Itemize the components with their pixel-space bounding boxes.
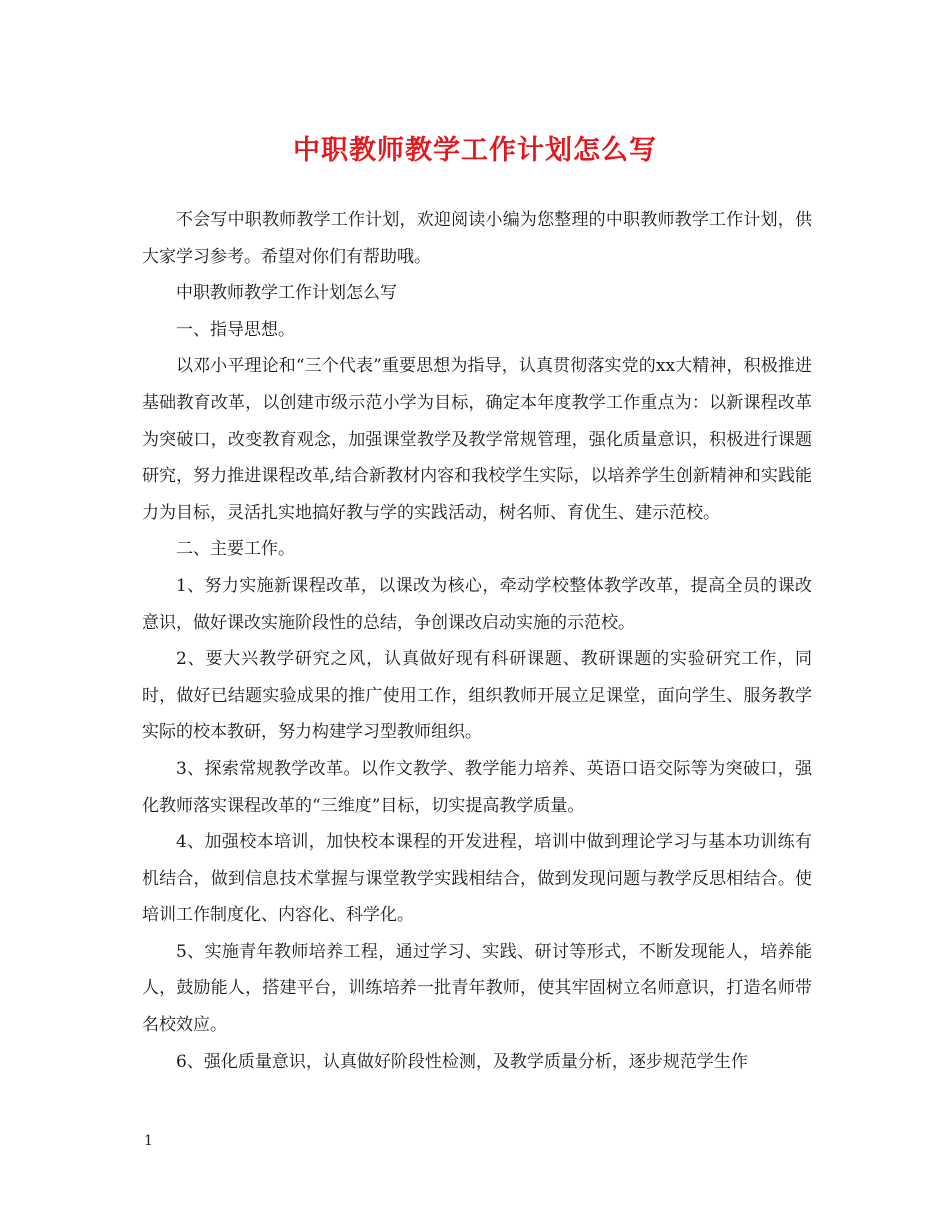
paragraph-item-5: 5、实施青年教师培养工程，通过学习、实践、研讨等形式，不断发现能人，培养能人，鼓励能人，搭建平台，训练培养一批青年教师，使其牢固树立名师意识，打造名师带名校效应。 <box>142 941 812 1036</box>
paragraph-intro: 不会写中职教师教学工作计划，欢迎阅读小编为您整理的中职教师教学工作计划，供大家学习参考。希望对你们有帮助哦。 <box>142 210 812 267</box>
section-heading-guiding-ideology: 一、指导思想。 <box>176 319 295 340</box>
paragraph-subtitle: 中职教师教学工作计划怎么写 <box>176 283 397 304</box>
page-number: 1 <box>144 1133 153 1149</box>
section-heading-main-work: 二、主要工作。 <box>176 539 295 560</box>
document-body <box>142 202 812 1080</box>
paragraph-item-6: 6、强化质量意识，认真做好阶段性检测，及教学质量分析，逐步规范学生作 <box>176 1051 748 1072</box>
paragraph-item-2: 2、要大兴教学研究之风，认真做好现有科研课题、教研课题的实验研究工作，同时，做好已结题实验成果的推广使用工作，组织教师开展立足课堂，面向学生、服务教学实际的校本教研，努力构建学习型教师组织。 <box>142 649 812 743</box>
paragraph-guiding-ideology: 以邓小平理论和“三个代表”重要思想为指导，认真贯彻落实党的xx大精神，积极推进基础教育改革，以创建市级示范小学为目标，确定本年度教学工作重点为：以新课程改革为突破口，改变教育观念，加强课堂教学及教学常规管理，强化质量意识，积极进行课题研究，努力推进课程改革,结合新教材内容和我校学生实际，以培养学生创新精神和实践能力为目标，灵活扎实地搞好教与学的实践活动，树名师、育优生、建示范校。 <box>142 356 812 523</box>
document-title: 中职教师教学工作计划怎么写 <box>293 135 657 166</box>
paragraph-item-3: 3、探索常规教学改革。以作文教学、教学能力培养、英语口语交际等为突破口，强化教师落实课程改革的“三维度”目标，切实提高教学质量。 <box>142 758 812 816</box>
paragraph-item-1: 1、努力实施新课程改革，以课改为核心，牵动学校整体教学改革，提高全员的课改意识，做好课改实施阶段性的总结，争创课改启动实施的示范校。 <box>142 575 812 633</box>
paragraph-item-4: 4、加强校本培训，加快校本课程的开发进程，培训中做到理论学习与基本功训练有机结合，做到信息技术掌握与课堂教学实践相结合，做到发现问题与教学反思相结合。使培训工作制度化、内容化、科学化。 <box>142 832 812 926</box>
